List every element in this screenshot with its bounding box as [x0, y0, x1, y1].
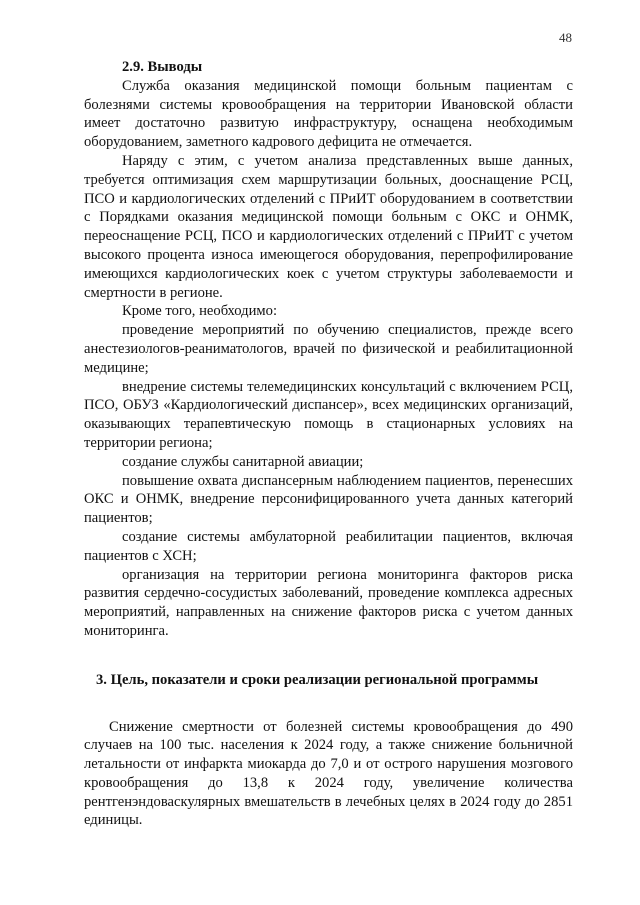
- list-item: проведение мероприятий по обучению специалистов, прежде всего анестезиологов-реаниматологов, врачей по физической и реабилитационной медицине;: [84, 322, 573, 376]
- page-number: 48: [559, 30, 572, 45]
- goal-paragraph: Снижение смертности от болезней системы кровообращения до 490 случаев на 100 тыс. населения к 2024 году, а также снижение больничной летальности от инфаркта миокарда до 7,0 и от острого нарушения мозгового кровообращения до 13,8 к 2024 году, увеличение количества рентгенэндоваскулярных вмешательств в лечебных целях в 2024 году до 2851 единицы.: [84, 718, 573, 829]
- conclusions-heading: 2.9. Выводы: [122, 59, 203, 75]
- paragraph: Наряду с этим, с учетом анализа представленных выше данных, требуется оптимизация схем маршрутизации больных, дооснащение РСЦ, ПСО и кардиологических отделений с ПРиИТ оборудованием в соответствии с Порядками оказания медицинской помощи больным с ОКС и ОНМК, переоснащение РСЦ, ПСО и кардиологических отделений с ПРиИТ с учетом высокого процента износа имеющегося оборудования, перепрофилирование имеющихся кардиологических коек с учетом структуры заболеваемости и смертности в регионе.: [84, 152, 573, 301]
- list-item: повышение охвата диспансерным наблюдением пациентов, перенесших ОКС и ОНМК, внедрение персонифицированного учета данных категорий пациентов;: [84, 472, 573, 527]
- list-item: организация на территории региона мониторинга факторов риска развития сердечно-сосудистых заболеваний, проведение комплекса адресных мероприятий, направленных на снижение факторов риска с учетом данных мониторинга.: [84, 566, 573, 639]
- list-item: создание системы амбулаторной реабилитации пациентов, включая пациентов с ХСН;: [84, 528, 573, 564]
- section3-heading: 3. Цель, показатели и сроки реализации региональной программы: [96, 671, 539, 688]
- list-item: внедрение системы телемедицинских консультаций с включением РСЦ, ПСО, ОБУЗ «Кардиологический диспансер», всех медицинских организаций, оказывающих терапевтическую помощь в стационарных условиях на территории региона;: [84, 378, 573, 451]
- page-content: [84, 58, 573, 830]
- paragraph: Служба оказания медицинской помощи больным пациентам с болезнями системы кровообращения на территории Ивановской области имеет достаточно развитую инфраструктуру, оснащена необходимым оборудованием, заметного кадрового дефицита не отмечается.: [84, 77, 573, 151]
- list-item: создание службы санитарной авиации;: [122, 453, 364, 470]
- paragraph: Кроме того, необходимо:: [122, 303, 278, 320]
